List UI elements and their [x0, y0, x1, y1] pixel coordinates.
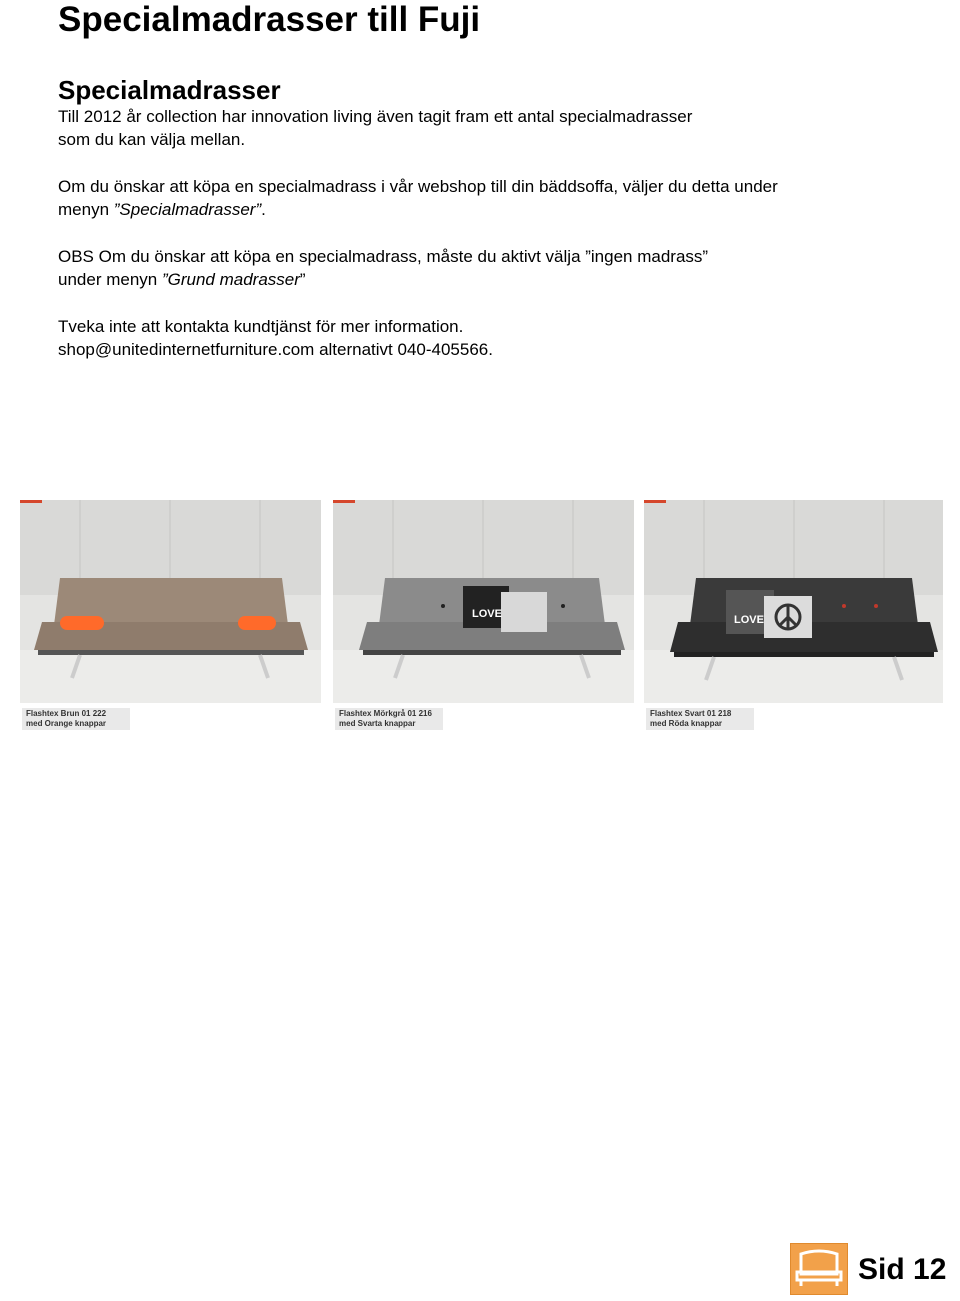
caption-line-2: med Svarta knappar — [339, 719, 416, 728]
product-photo-darkgrey — [333, 500, 634, 703]
photo-corner-mark — [333, 500, 355, 503]
page-number: Sid 12 — [858, 1253, 947, 1286]
obs-line-2-suffix: ” — [299, 270, 306, 289]
caption-line-2: med Röda knappar — [650, 719, 723, 728]
contact-line-2: shop@unitedinternetfurniture.com alternativt 040-405566. — [58, 340, 493, 359]
caption-line-1: Flashtex Svart 01 218 — [650, 709, 732, 718]
product-photo-black — [644, 500, 943, 703]
product-caption-black — [646, 708, 754, 730]
page-title: Specialmadrasser till Fuji — [58, 0, 481, 39]
photo-corner-mark — [20, 500, 42, 503]
pillow-text-b: LOVE — [734, 614, 764, 626]
intro-paragraph — [58, 105, 918, 151]
product-caption-brown — [22, 708, 130, 730]
intro-line-2: som du kan välja mellan. — [58, 130, 246, 149]
obs-paragraph — [58, 245, 918, 291]
product-photo-strip — [0, 482, 960, 742]
pillow-text-a: LOVE — [472, 608, 502, 620]
webshop-line-2-suffix: . — [261, 200, 266, 219]
obs-line-1: OBS Om du önskar att köpa en specialmadrass, måste du aktivt välja ”ingen madrass” — [58, 247, 709, 266]
webshop-line-2-prefix: menyn — [58, 200, 114, 219]
product-caption-darkgrey — [335, 708, 443, 730]
obs-line-2 — [58, 268, 918, 291]
product-photo-brown — [20, 500, 321, 703]
obs-line-2-prefix: under menyn — [58, 270, 162, 289]
contact-paragraph — [58, 315, 918, 361]
caption-line-2: med Orange knappar — [26, 719, 107, 728]
menu-name-grund-madrasser: ”Grund madrasser — [161, 270, 300, 289]
intro-line-1: Till 2012 år collection har innovation living även tagit fram ett antal specialmadrasser — [58, 107, 693, 126]
webshop-line-2 — [58, 198, 918, 221]
contact-line-1: Tveka inte att kontakta kundtjänst för mer information. — [58, 317, 464, 336]
sofa-logo-graphic — [791, 1244, 847, 1294]
webshop-paragraph — [58, 175, 918, 221]
sofa-logo-icon — [790, 1243, 848, 1295]
sofa-illustration-darkgrey — [333, 500, 634, 703]
webshop-line-1: Om du önskar att köpa en specialmadrass i vår webshop till din bäddsoffa, väljer du detta under — [58, 177, 778, 196]
caption-line-1: Flashtex Mörkgrå 01 216 — [339, 709, 432, 718]
caption-line-1: Flashtex Brun 01 222 — [26, 709, 107, 718]
menu-name-specialmadrasser: ”Specialmadrasser” — [113, 200, 262, 219]
sofa-illustration-black — [644, 500, 943, 703]
sofa-illustration-brown — [20, 500, 321, 703]
photo-corner-mark — [644, 500, 666, 503]
section-title: Specialmadrasser — [58, 75, 281, 105]
